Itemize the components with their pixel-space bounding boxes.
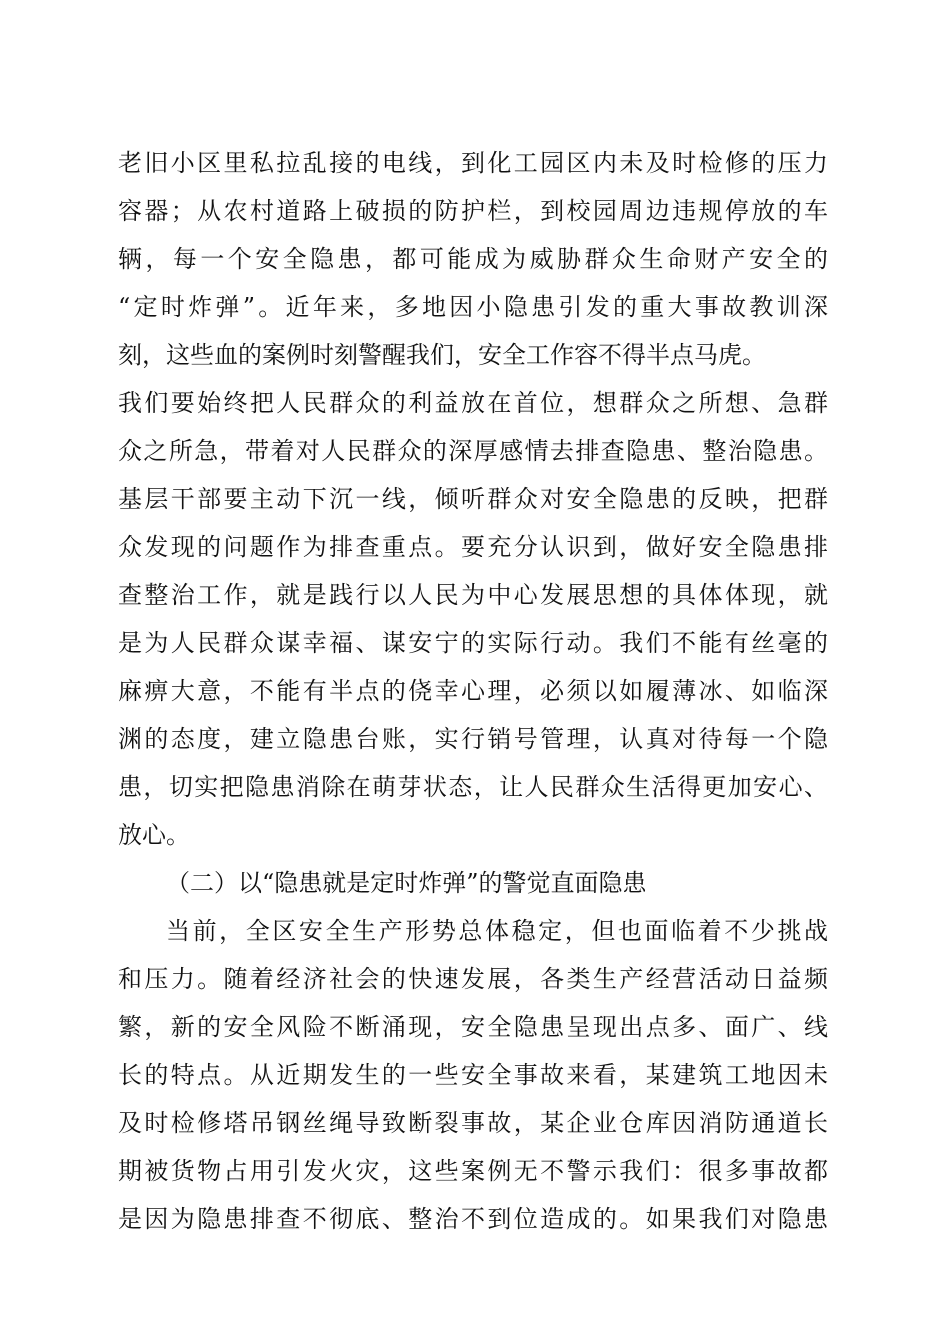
section-heading: （二）以“隐患就是定时炸弹”的警觉直面隐患 (166, 869, 647, 897)
text-line: 当前，全区安全生产形势总体稳定，但也面临着不少挑战 (166, 917, 828, 945)
text-line: 容器；从农村道路上破损的防护栏，到校园周边违规停放的车 (118, 197, 828, 225)
text-line: 是为人民群众谋幸福、谋安宁的实际行动。我们不能有丝毫的 (118, 629, 828, 657)
text-line: 众发现的问题作为排查重点。要充分认识到，做好安全隐患排 (118, 533, 828, 561)
text-line: 放心。 (118, 821, 190, 849)
text-line: 是因为隐患排查不彻底、整治不到位造成的。如果我们对隐患 (118, 1205, 828, 1233)
paragraph-continued (118, 139, 828, 859)
document-body (118, 139, 828, 1243)
paragraph (118, 907, 828, 1243)
text-line: 和压力。随着经济社会的快速发展，各类生产经营活动日益频 (118, 965, 828, 993)
text-line: 刻，这些血的案例时刻警醒我们，安全工作容不得半点马虎。 (118, 341, 766, 369)
text-line: 查整治工作，就是践行以人民为中心发展思想的具体体现，就 (118, 581, 828, 609)
text-line: 及时检修塔吊钢丝绳导致断裂事故，某企业仓库因消防通道长 (118, 1109, 828, 1137)
text-line: 繁，新的安全风险不断涌现，安全隐患呈现出点多、面广、线 (118, 1013, 828, 1041)
text-line: 渊的态度，建立隐患台账，实行销号管理，认真对待每一个隐 (118, 725, 828, 753)
text-line: 辆，每一个安全隐患，都可能成为威胁群众生命财产安全的 (118, 245, 828, 273)
text-line: 基层干部要主动下沉一线，倾听群众对安全隐患的反映，把群 (118, 485, 828, 513)
text-line: 患，切实把隐患消除在萌芽状态，让人民群众生活得更加安心、 (118, 773, 828, 801)
text-line: 众之所急，带着对人民群众的深厚感情去排查隐患、整治隐患。 (118, 437, 828, 465)
text-line: 老旧小区里私拉乱接的电线，到化工园区内未及时检修的压力 (118, 149, 828, 177)
text-line: 长的特点。从近期发生的一些安全事故来看，某建筑工地因未 (118, 1061, 828, 1089)
text-line: “定时炸弹”。近年来，多地因小隐患引发的重大事故教训深 (118, 293, 828, 321)
text-line: 麻痹大意，不能有半点的侥幸心理，必须以如履薄冰、如临深 (118, 677, 828, 705)
text-line: 我们要始终把人民群众的利益放在首位，想群众之所想、急群 (118, 389, 828, 417)
text-line: 期被货物占用引发火灾，这些案例无不警示我们：很多事故都 (118, 1157, 828, 1185)
